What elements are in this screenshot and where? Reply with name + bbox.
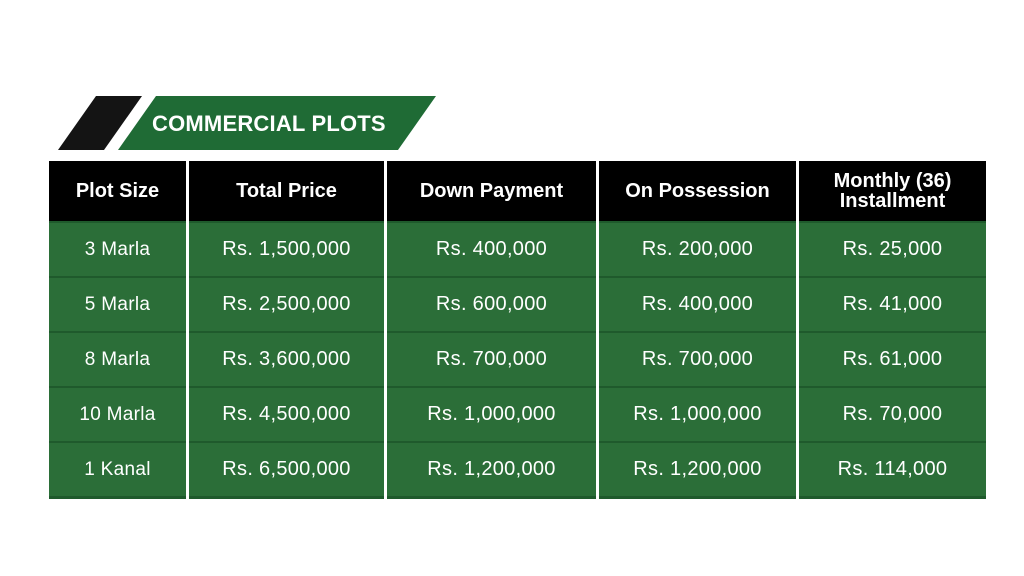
cell-down-payment: Rs. 600,000 <box>387 276 596 331</box>
table-row <box>49 221 986 276</box>
header-plot-size: Plot Size <box>49 161 186 221</box>
cell-on-possession: Rs. 1,200,000 <box>599 441 796 499</box>
cell-monthly-installment: Rs. 61,000 <box>799 331 986 386</box>
header-on-possession: On Possession <box>599 161 796 221</box>
cell-total-price: Rs. 3,600,000 <box>189 331 384 386</box>
cell-down-payment: Rs. 1,000,000 <box>387 386 596 441</box>
cell-total-price: Rs. 1,500,000 <box>189 221 384 276</box>
cell-monthly-installment: Rs. 41,000 <box>799 276 986 331</box>
cell-on-possession: Rs. 200,000 <box>599 221 796 276</box>
pricing-table <box>46 161 989 499</box>
section-banner <box>58 96 438 150</box>
cell-monthly-installment: Rs. 70,000 <box>799 386 986 441</box>
cell-total-price: Rs. 4,500,000 <box>189 386 384 441</box>
table-row <box>49 441 986 499</box>
header-total-price: Total Price <box>189 161 384 221</box>
cell-plot-size: 1 Kanal <box>49 441 186 499</box>
table-row <box>49 386 986 441</box>
cell-on-possession: Rs. 400,000 <box>599 276 796 331</box>
header-down-payment: Down Payment <box>387 161 596 221</box>
cell-on-possession: Rs. 700,000 <box>599 331 796 386</box>
header-row <box>49 161 986 221</box>
cell-on-possession: Rs. 1,000,000 <box>599 386 796 441</box>
cell-plot-size: 3 Marla <box>49 221 186 276</box>
table-row <box>49 276 986 331</box>
cell-down-payment: Rs. 400,000 <box>387 221 596 276</box>
cell-monthly-installment: Rs. 114,000 <box>799 441 986 499</box>
cell-plot-size: 5 Marla <box>49 276 186 331</box>
table-row <box>49 331 986 386</box>
cell-total-price: Rs. 2,500,000 <box>189 276 384 331</box>
cell-down-payment: Rs. 1,200,000 <box>387 441 596 499</box>
cell-total-price: Rs. 6,500,000 <box>189 441 384 499</box>
cell-plot-size: 8 Marla <box>49 331 186 386</box>
cell-down-payment: Rs. 700,000 <box>387 331 596 386</box>
header-monthly-installment: Monthly (36) Installment <box>799 161 986 221</box>
section-title: COMMERCIAL PLOTS <box>152 111 386 136</box>
cell-monthly-installment: Rs. 25,000 <box>799 221 986 276</box>
cell-plot-size: 10 Marla <box>49 386 186 441</box>
